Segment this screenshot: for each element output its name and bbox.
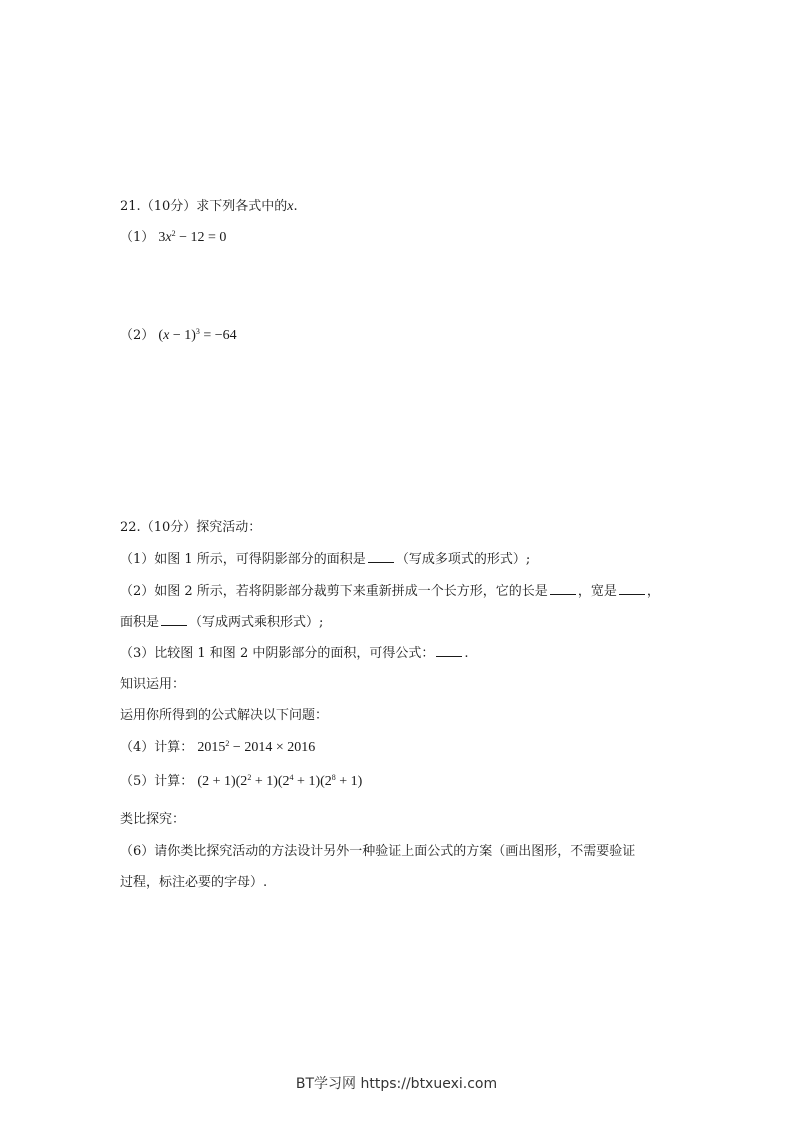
q22-part6: （6）请你类比探究活动的方法设计另外一种验证上面公式的方案（画出图形，不需要验证 [120,844,636,859]
q21-part1-label: （1） [120,230,155,245]
q21-part2 [120,327,237,345]
q22-part4: （4）计算： $2015^2 - 2014 \times 2016$ [120,739,316,755]
q22-part5-expression: $(2 + 1)(2^2 + 1)(2^4 + 1)(2^8 + 1)$ [197,773,363,789]
q21-part2-equation: $(x - 1)^3 = -64$ [158,327,237,343]
q22-part2-cont: 面积是 （写成两式乘积形式）; [120,615,324,630]
q21-end: . [293,199,298,214]
q22-title: 探究活动： [196,520,262,535]
q22-points: （10分） [140,520,197,535]
answer-blank[interactable] [161,613,187,626]
q21-heading [120,198,298,216]
q22-heading [120,519,261,537]
site-footer: BT学习网 https://btxuexi.com [295,1076,498,1092]
q21-points: （10分） [140,199,197,214]
knowledge-intro: 运用你所得到的公式解决以下问题： [120,708,329,723]
q21-part2-label: （2） [120,328,155,343]
q22-part5: （5）计算： $(2 + 1)(2^2 + 1)(2^4 + 1)(2^8 + 1)$ [120,773,363,789]
q22-part1: （1）如图 1 所示，可得阴影部分的面积是 （写成多项式的形式）; [120,552,531,567]
q22-part3: （3）比较图 1 和图 2 中阴影部分的面积，可得公式： . [120,646,469,661]
analogy-heading: 类比探究： [120,812,186,827]
q21-part1 [120,229,226,247]
q22-part6-cont: 过程，标注必要的字母）. [120,875,268,890]
q21-part1-equation: $3x^2 - 12 = 0$ [158,229,227,245]
answer-blank[interactable] [436,644,462,657]
answer-blank[interactable] [550,582,576,595]
answer-blank[interactable] [368,550,394,563]
q22-part2: （2）如图 2 所示，若将阴影部分裁剪下来重新拼成一个长方形，它的长是 ，宽是 ， [120,584,660,599]
q21-number: 21. [120,199,141,214]
answer-blank[interactable] [619,582,645,595]
knowledge-heading: 知识运用： [120,677,186,692]
q22-number: 22. [120,520,141,535]
q21-stem: 求下列各式中的 [196,199,288,214]
q22-part4-expression: $2015^2 - 2014 \times 2016$ [197,739,316,755]
q21-variable: x [287,199,294,214]
